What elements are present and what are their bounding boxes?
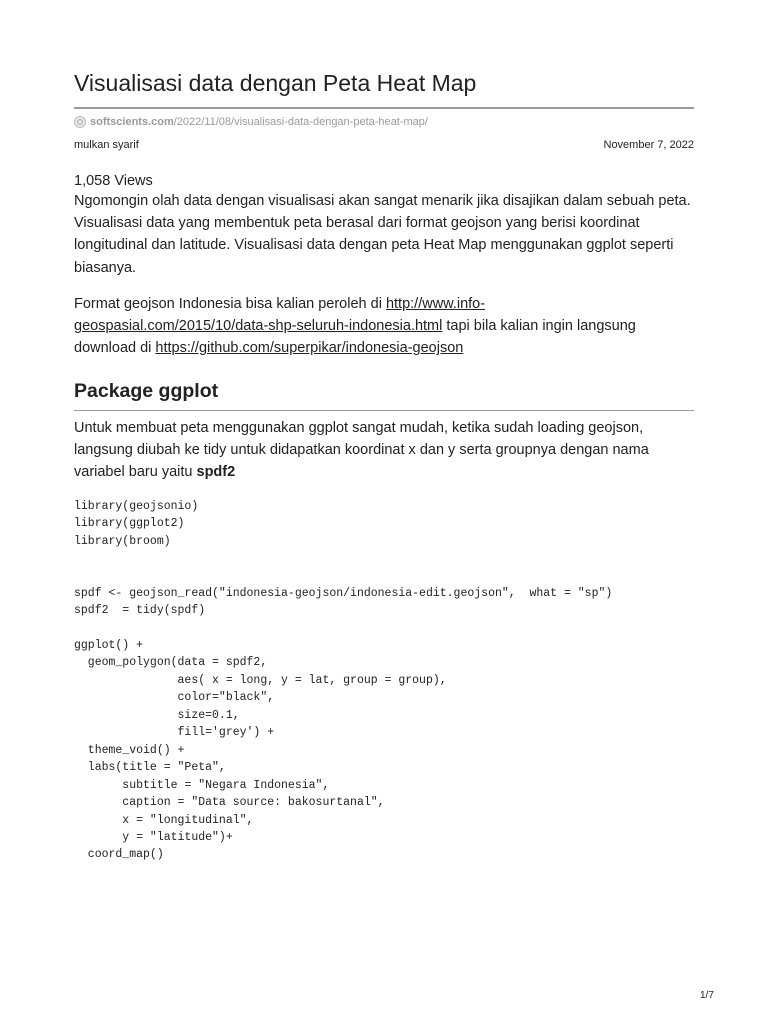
site-logo-icon [74, 116, 86, 128]
title-divider [74, 107, 694, 109]
publish-date: November 7, 2022 [603, 139, 694, 151]
code-block-ggplot: ggplot() + geom_polygon(data = spdf2, aes( x = long, y = lat, group = group), color="black", size=0.1, fill='grey') + theme_void() + labs(title = "Peta", subtitle = "Negara Indonesia", caption = "Data source: bakosurtanal", x = "longitudinal", y = "latitude")+ coord_map() [74, 639, 447, 862]
links-text-1: Format geojson Indonesia bisa kalian peroleh di [74, 296, 386, 312]
intro-paragraph: Ngomongin olah data dengan visualisasi akan sangat menarik jika disajikan dalam sebuah peta. Visualisasi data yang membentuk peta berasal dari format geojson yang berisi koordinat longitudinal dan latitude. Visualisasi data dengan peta Heat Map menggunakan ggplot seperti biasanya. [74, 193, 691, 276]
code-block-libraries: library(geojsonio) library(ggplot2) library(broom) [74, 500, 199, 548]
geojson-links-paragraph [74, 293, 694, 360]
github-geojson-link[interactable]: https://github.com/superpikar/indonesia-geojson [155, 340, 464, 357]
code-block-read: spdf <- geojson_read("indonesia-geojson/indonesia-edit.geojson", what = "sp") spdf2 = tidy(spdf) [74, 587, 613, 618]
source-path[interactable]: /2022/11/08/visualisasi-data-dengan-peta-heat-map/ [173, 116, 428, 128]
links-text-2: tapi bila kalian ingin langsung download di [74, 318, 636, 357]
page-number: 1/7 [700, 990, 714, 1001]
ggplot-paragraph [74, 417, 694, 484]
info-geospasial-link[interactable]: http://www.info- geospasial.com/2015/10/data-shp-seluruh-indonesia.html [74, 296, 486, 335]
ggplot-paragraph-text: Untuk membuat peta menggunakan ggplot sangat mudah, ketika sudah loading geojson, langsung diubah ke tidy untuk didapatkan koordinat x dan y serta groupnya dengan nama variabel baru yaitu [74, 420, 649, 481]
section-divider [74, 410, 694, 411]
article-title: Visualisasi data dengan Peta Heat Map [74, 70, 477, 96]
section-heading: Package ggplot [74, 380, 219, 402]
view-count: 1,058 Views [74, 173, 153, 189]
article-meta [74, 139, 694, 153]
variable-name: spdf2 [196, 464, 236, 481]
author-name: mulkan syarif [74, 139, 139, 151]
source-url[interactable] [74, 114, 428, 130]
source-domain[interactable]: softscients.com [90, 116, 174, 128]
